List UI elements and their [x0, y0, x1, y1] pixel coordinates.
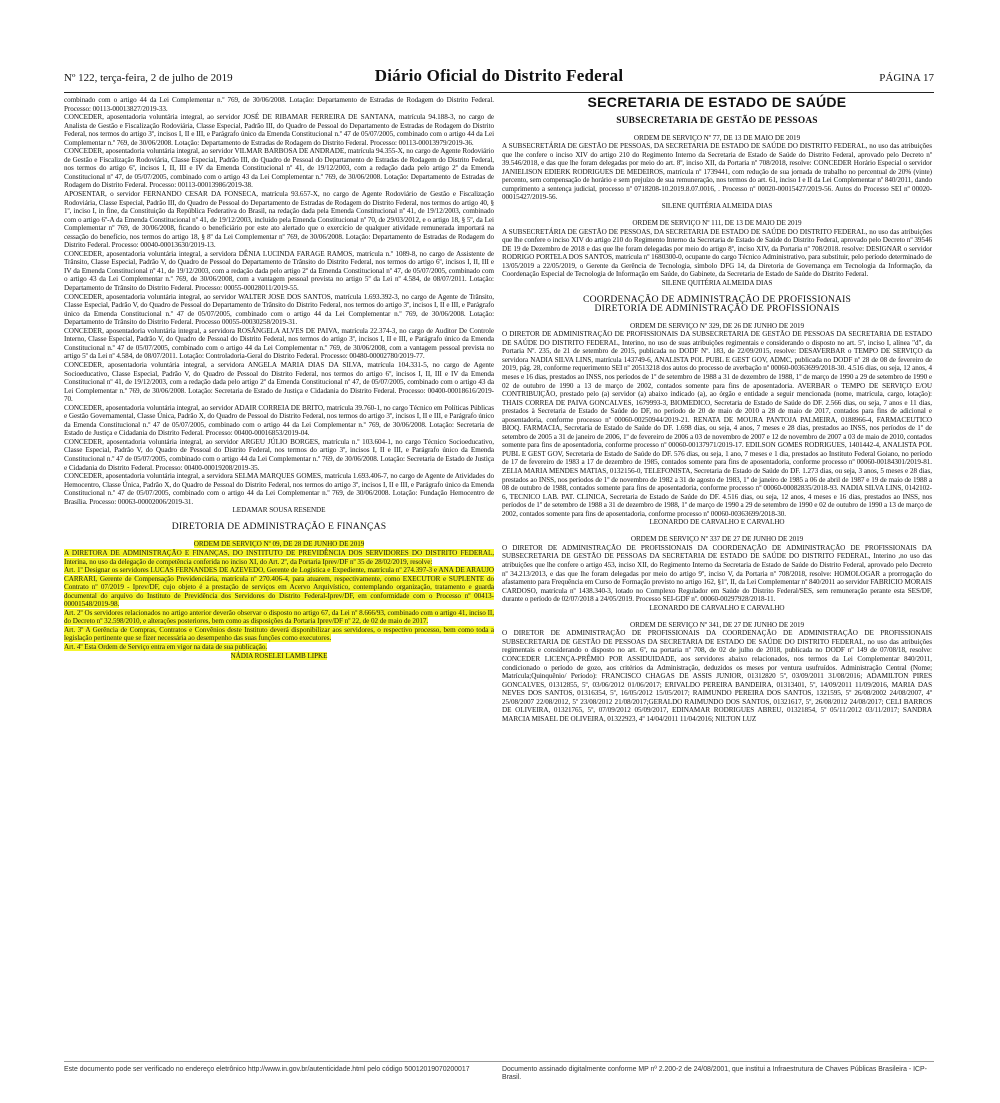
highlighted-text: Art. 2º Os servidores relacionados no artigo anterior deverão observar o disposto no artigo 67, da Lei nº 8.666/93, combinado com o artigo 41, inciso II, do Decreto nº 32.598/2010, e alterações posteriores, bem como as disposições da Portaria Iprev/DF nº 22, de 02 de maio de 2017.: [64, 608, 494, 626]
paragraph: [64, 566, 494, 609]
department-heading: DIRETORIA DE ADMINISTRAÇÃO E FINANÇAS: [171, 521, 387, 533]
signature: SILENE QUITÉRIA ALMEIDA DIAS: [661, 278, 773, 287]
department-heading: COORDENAÇÃO DE ADMINISTRAÇÃO DE PROFISSIONAIS: [582, 294, 852, 306]
signature: LEONARDO DE CARVALHO E CARVALHO: [649, 518, 785, 527]
paragraph: [64, 643, 494, 652]
signature: LEONARDO DE CARVALHO E CARVALHO: [649, 603, 785, 612]
paragraph: combinado com o artigo 44 da Lei Complementar n.º 769, de 30/06/2008. Lotação: Departamento de Estradas de Rodagem do Distrito Federal. Processo: 00113-00013827/2019-33.: [64, 96, 494, 113]
signature: [64, 652, 494, 661]
footer-signature-note: Documento assinado digitalmente conforme MP nº 2.200-2 de 24/08/2001, que institui a Infraestrutura de Chaves Públicas Brasileira - ICP-Brasil.: [502, 1066, 927, 1082]
paragraph: APOSENTAR, o servidor FERNANDO CESAR DA FONSECA, matrícula 93.657-X, no cargo de Agente Rodoviário de Gestão e Fiscalização Rodoviária, Classe Especial, Padrão III, do Quadro de Pessoal do Departamento de Estradas de Rodagem do Distrito Federal, nos termos do artigo 40, § 1º, inciso I, in fine, da Constituição da República Federativa do Brasil, na redação dada pela Emenda Constitucional nº 41, de 19/12/2003, combinado com o artigo 6º-A da Emenda Constitucional nº 41, de 19/12/2003, incluído pela Emenda Constitucional nº 70, de 29/03/2012, e o artigo 18, § 5º, da Lei Complementar nº 769, de 30/06/2008, ficando o beneficiário por este ato alertado que o exercício de qualquer atividade remunerada importará na cessação do benefício, nos termos do artigo 18, § 8º da Lei Complementar nº 769, de 30/06/2008. Lotação: Departamento de Estradas de Rodagem do Distrito Federal. Processo: 00040-00013630/2019-13.: [64, 190, 494, 250]
paragraph: [64, 626, 494, 643]
paragraph: A SUBSECRETÁRIA DE GESTÃO DE PESSOAS, DA SECRETARIA DE ESTADO DE SAÚDE DO DISTRITO FEDERAL, no uso das atribuições que lhe confere o inciso XIV do artigo 210 do Regimento Interno da Secretaria de Estado de Saúde do Distrito Federal, aprovado pelo Decreto nº 39546 DE 19 de Dezembro de 2018 e das que lhe foram delegadas por meio do artigo 8º, inciso XIV, da Portaria nº 708/2018. resolve: DESIGNAR o servidor RODRIGO PORTELA DOS SANTOS, matrícula nº 1680300-0, ocupante do cargo Técnico Administrativo, para substituir, pelo período determinado de 13/05/2019 a 22/05/2019, o Gerente da Gerência de Tecnologia, símbolo DFG 14, da Diretoria de Governança em Tecnologia da Informação, da Coordenação Especial de Tecnologia de Informação em Saúde, do Gabinete, da Secretaria de Estado de Saúde do Distrito Federal.: [502, 227, 932, 279]
paragraph: CONCEDER, aposentadoria voluntária integral, ao servidor ARGEU JÚLIO BORGES, matrícula n.º 103.604-1, no cargo Técnico Socioeducativo, Classe Especial, Padrão V, do Quadro de Pessoal do Distrito Federal, nos termos do artigo 3º, incisos I, II e III, e Parágrafo único da Emenda Constitucional n.º 47 de 05/07/2005, combinado com o artigo 44 da Lei Complementar n.º 769, de 30/06/2008. Lotação: Secretaria de Estado de Justiça e Cidadania do Distrito Federal. Processo: 00400-00019208/2019-35.: [64, 437, 494, 472]
highlighted-text: A DIRETORA DE ADMINISTRAÇÃO E FINANÇAS, DO INSTITUTO DE PREVIDÊNCIA DOS SERVIDORES DO DISTRITO FEDERAL, Interina, no uso da delegação de competência conferida no inciso XI, do Art. 2º, da Portaria Iprev/DF nº 35 de 28/02/2019, resolve:: [64, 548, 494, 566]
paragraph: [64, 609, 494, 626]
order-title: ORDEM DE SERVIÇO Nº 337 DE 27 DE JUNHO DE 2019: [630, 535, 804, 544]
paragraph: CONCEDER, aposentadoria voluntária integral, ao servidor VILMAR BARBOSA DE ANDRADE, matrícula 94.355-X, no cargo de Agente Rodoviário de Gestão e Fiscalização Rodoviária, Classe Especial, Padrão III, do Quadro de Pessoal do Departamento de Estradas de Rodagem do Distrito Federal, nos termos do artigo 6º, incisos I, II, III e IV da Emenda Constitucional nº 41, de 19/12/2003, com a redação dada pelo artigo 2º da Emenda Constitucional nº 47, de 05/07/2005, combinado com o artigo 43 da Lei Complementar n.º 769, de 30/06/2008. Lotação: Departamento de Estradas de Rodagem do Distrito Federal. Processo: 00113-00013986/2019-38.: [64, 147, 494, 190]
page-header: [64, 66, 934, 90]
paragraph: CONCEDER, aposentadoria voluntária integral, ao servidor WALTER JOSE DOS SANTOS, matrícula 1.693.392-3, no cargo de Agente de Trânsito, Classe Especial, Padrão V, do Quadro de Pessoal do Departamento de Trânsito do Distrito Federal, nos termos do artigo 3º, incisos I, II e III, e Parágrafo único da Emenda Constitucional n.º 47 de 05/07/2005, combinado com o artigo 44 da Lei Complementar n.º 769, de 30/06/2008. Lotação: Departamento de Trânsito do Distrito Federal. Processo 00055-00030258/2019-31.: [64, 292, 494, 327]
order-title: ORDEM DE SERVIÇO Nº 329, DE 26 DE JUNHO DE 2019: [629, 321, 805, 330]
left-column: [64, 96, 494, 660]
signature: SILENE QUITÉRIA ALMEIDA DIAS: [661, 202, 773, 211]
paragraph: O DIRETOR DE ADMINISTRAÇÃO DE PROFISSIONAIS DA SUBSECRETARIA DE GESTÃO DE PESSOAS DA SECRETARIA DE ESTADO DE SAÚDE DO DISTRITO FEDERAL, Interino, no uso de suas atribuições regimentais e considerando o disposto no art. 5º, inciso I, alínea "d", da Portaria Nº. 235, de 21 de setembro de 2015, publicada no DODF Nº. 183, de 22/09/2015, resolve: DESAVERBAR o TEMPO DE SERVIÇO da servidora NADIA SILVA LINS, matrícula 143749-6, ANALISTA POL PUBL E GEST GOV, ADMC, publicada no DODF nº 28 de 08 de fevereiro de 2019, pág. 28, conforme requerimento SEI nº 20513218 dos autos do processo de averbação nº 00060-00363699/2018-30. 4.516 dias, ou seja, 12 anos, 4 meses e 16 dias, prestados ao INSS, nos períodos de 1º de setembro de 1988 a 31 de dezembro de 1988, 1º de março de 1990 a 29 de setembro de 1990 e 02 de outubro de 1990 a 13 de março de 2002, contados somente para fins de aposentadoria. AVERBAR o TEMPO DE SERVIÇO E/OU CONTRIBUIÇÃO, prestado pelo (a) servidor (a) abaixo indicado (a), ao órgão e entidade a seguir mencionada (nome, matrícula, cargo, lotação): THAIS CORREA DE PAIVA GONCALVES, 1679993-3, BIOMEDICO, Secretaria de Estado de Saúde do DF. 2.566 dias, ou seja, 7 anos e 11 dias, prestados à Secretaria de Estado de Saúde do DF, no período de 20 de maio de 2010 a 28 de maio de 2017, contados para fins de adicional e aposentadoria, conforme processo nº 00060-00250944/2019-21. RENATA DE MOURA PANTOJA PALMEIRA, 0188966-4, FARMACEUTICO BIOQ. FARMACIA, Secretaria de Estado de Saúde do DF. 1.698 dias, ou seja, 4 anos, 7 meses e 28 dias, prestados ao INSS, nos períodos de 1º de setembro de 2005 a 31 de janeiro de 2006, 1º de fevereiro de 2006 a 03 de novembro de 2007 e 12 de novembro de 2007 a 03 de maio de 2010, contados somente para fins de aposentadoria, conforme processo nº 00060-00137971/2019-17. EDILSON GOMES RODRIGUES, 1401442-4, ANALISTA POL PUBL E GEST GOV, Secretaria de Estado de Saúde do DF. 576 dias, ou seja, 1 ano, 7 meses e 1 dia, prestados ao Instituto Federal Goiano, no período de 17 de fevereiro de 1983 a 17 de dezembro de 1985, contados somente para fins de aposentadoria, conforme processo nº 00060-00184301/2019-81. ZELIA MARIA MENDES MATIAS, 0132156-0, TELEFONISTA, Secretaria de Estado de Saúde do DF. 1.273 dias, ou seja, 3 anos, 5 meses e 28 dias, prestados ao INSS, nos períodos de 1º de novembro de 1982 a 31 de agosto de 1983, 1º de janeiro de 1985 a 06 de abril de 1987 e 19 de maio de 1988 a 08 de outubro de 1988, contados somente para fins de aposentadoria, conforme processo nº 00060-00082835/2018-93. NADIA SILVA LINS, 0142102-6, TECNICO LAB. PAT. CLINICA, Secretaria de Estado de Saúde do DF. 4.516 dias, ou seja, 12 anos, 4 meses e 16 dias, prestados ao INSS, nos períodos de 1º de setembro de 1988 a 31 de dezembro de 1988, 1º de março de 1990 a 29 de setembro de 1990 e 02 de outubro de 1990 a 13 de março de 2002, contados somente para fins de aposentadoria, conforme processo nº 00060-00363699/2018-30.: [502, 330, 932, 518]
highlighted-text: Art. 1º Designar os servidores LUCAS FERNANDES DE AZEVEDO, Gerente de Logística e Expediente, matrícula nº 274.397-3 e ANA DE ARAUJO CARRARI, Gerente de Compensação Previdenciária, matrícula nº 270.406-4, para atuarem, respectivamente, como EXECUTOR e SUPLENTE do Contrato nº 07/2019 - Iprev/DF, cujo objeto é a prestação de serviços em Acervo Arquivístico, contemplando organização, tratamento e guarda documental do arquivo do Instituto de Previdência dos Servidores do Distrito Federal-Iprev/DF, em conformidade com o Processo nº 00413-00001548/2019-98.: [64, 566, 494, 609]
paragraph: O DIRETOR DE ADMINISTRAÇÃO DE PROFISSIONAIS DA COORDENAÇÃO DE ADMINISTRAÇÃO DE PROFISSIONAIS SUBSECRETARIA DE GESTÃO DE PESSOAS DA SECRETARIA DE ESTADO DE SAÚDE DO DISTRITO FEDERAL, no uso das atribuições regimentais e considerando o disposto no art. 6º, na portaria nº 708, de 02 de julho de 2018, publicada no DODF nº 149 de 07/08/18, resolve: CONCEDER LICENÇA-PRÊMIO POR ASSIDUIDADE, aos servidores abaixo relacionados, nos termos da Lei Complementar 840/2011, condicionado o período de gozo, aos critérios da Administração, deduzidos os meses por ventura usufruídos. Administração Central (Nome; Matrícula;Quinquênio/ Período): FRANCISCO CHAGAS DE ASSIS JUNIOR, 01312820 5º, 03/09/2011 31/08/2016; ADAMILTON PIRES GONCALVES, 01312855, 5º, 03/06/2012 01/06/2017; ERIVALDO PEREIRA BANDEIRA, 01313401, 5º, 14/09/2011 11/09/2016, MARIA DAS NEVES DOS SANTOS, 01316354, 5º, 16/05/2012 15/05/2017; RAIMUNDO PEREIRA DOS SANTOS, 1321595, 5º 26/08/2002 24/08/2007, 4º 25/08/2007 22/08/2012, 5º 23/08/2012 21/08/2017;GERALDO RAIMUNDO DOS SANTOS, 01321617, 5º, 26/08/2012 24/08/2017; CELI BARROS DE OLIVEIRA, 01321765, 5º, 07/09/2012 05/09/2017, EDINAMAR RODRIGUES ABREU, 01321854, 5º 05/11/2012 03/11/2017; SANDRA MARCIA MISAEL DE OLIVEIRA, 01322923, 4º 14/04/2011 11/04/2016; NILTON LUZ: [502, 629, 932, 723]
highlighted-text: Art. 4º Esta Ordem de Serviço entra em vigor na data de sua publicação.: [64, 643, 268, 651]
issue-info: Nº 122, terça-feira, 2 de julho de 2019: [64, 72, 233, 84]
section-heading: SECRETARIA DE ESTADO DE SAÚDE: [587, 94, 847, 110]
footer-verification: Este documento pode ser verificado no endereço eletrônico http://www.in.gov.br/autenticidade.html pelo código 50012019070200017: [64, 1066, 470, 1073]
paragraph: CONCEDER, aposentadoria voluntária integral, a servidora DÊNIA LUCINDA FARAGE RAMOS, matrícula n.º 1089-8, no cargo de Assistente de Trânsito, Classe Especial, Padrão V, do Quadro de Pessoal do Departamento de Trânsito do Distrito Federal, nos termos do artigo 6º, incisos I, II, III e IV da Emenda Constitucional nº 41, de 19/12/2003, com a redação dada pelo artigo 2º da Emenda Constitucional nº 47, de 05/07/2005, combinado com o artigo 43 da Lei Complementar n.º 769, de 30/06/2008, com a vantagem pessoal prevista no artigo 5º da Lei nº 4.584, de 08/07/2011. Lotação: Departamento de Trânsito do Distrito Federal. Processo: 00055-00028011/2019-55.: [64, 249, 494, 293]
signature: LEDAMAR SOUSA RESENDE: [232, 506, 326, 515]
paragraph: O DIRETOR DE ADMINISTRAÇÃO DE PROFISSIONAIS DA COORDENAÇÃO DE ADMINISTRAÇÃO DE PROFISSIONAIS DA SUBSECRETARIA DE GESTÃO DE PESSOAS DA SECRETARIA DE ESTADO DE SAÚDE DO DISTRITO FEDERAL, Interino ,no uso das atribuições que lhe confere o artigo 453, inciso XII, do Regimento Interno da Secretaria de Estado de Saúde do Distrito Federal, aprovado pelo Decreto nº 34.213/2013, e das que lhe foram delegadas por meio do artigo 9º, inciso V, da Portaria nº 708/2018, resolve: HOMOLOGAR a prorrogação do afastamento para Frequência em Curso de Formação previsto no artigo 162, §1º, II, da Lei Complementar nº 840/2011 ao servidor FABRICIO MORAIS CARDOSO, matrícula nº 1438.340-3, lotado no Complexo Regulador em Saúde do Distrito Federal/SES, sem remuneração perante esta SES/DF, durante o período de 02/07/2018 a 24/05/2019. Processo SEI-GDF nº. 00060-00297928/2018-11.: [502, 543, 932, 604]
subsection-heading: SUBSECRETARIA DE GESTÃO DE PESSOAS: [616, 115, 818, 126]
paragraph: [64, 549, 494, 566]
department-heading: DIRETORIA DE ADMINISTRAÇÃO DE PROFISSIONAIS: [594, 302, 840, 314]
paragraph: A SUBSECRETÁRIA DE GESTÃO DE PESSOAS, DA SECRETARIA DE ESTADO DE SAÚDE DO DISTRITO FEDERAL, no uso das atribuições que lhe confere o inciso XIV do artigo 210 do Regimento Interno da Secretaria de Estado de Saúde do Distrito Federal, aprovado pelo Decreto nº 39.546/2018, e das que lhe foram delegadas por meio do art. 8º, inciso XII, da Portaria nº 708/2018, resolve: CONCEDER Horário Especial o servidor JANIELISON EDIERK RODRIGUES DE MEDEIROS, matrícula nº 1739441, com redução de sua jornada de trabalho no percentual de 20% (vinte) percento, sem compensação de horário e sem prejuízo de sua remuneração, nos termos do art. 61, inciso I e II da Lei Complementar nº 840/2011, dando cumprimento a sentença judicial, processo nº 0718208-10.2019.8.07.0016, . Processo nº 00020-00015427/2019-56. Autos do Processo SEI nº 00020-00015427/2019-56.: [502, 142, 932, 202]
order-title: ORDEM DE SERVIÇO Nº 111, DE 13 DE MAIO DE 2019: [632, 219, 802, 228]
paragraph: CONCEDER, aposentadoria voluntária integral, a servidora SELMA MARQUES GOMES, matrícula 1.693.406-7, no cargo de Agente de Atividades do Hemocentro, Classe Única, Padrão X, do Quadro de Pessoal do Distrito Federal, nos termos do artigo 3º, incisos I, II e III, e Parágrafo único da Emenda Constitucional n.º 47 de 05/07/2005, combinado com o artigo 44 da Lei Complementar n.º 769, de 30/06/2008. Lotação: Fundação Hemocentro de Brasília. Processo: 00063-00002006/2019-31.: [64, 472, 494, 506]
page-number: PÁGINA 17: [879, 72, 934, 84]
highlighted-text: NÁDIA ROSELEI LAMB LIPKE: [230, 651, 328, 660]
paragraph: CONCEDER, aposentadoria voluntária integral, a servidora ROSÂNGELA ALVES DE PAIVA, matrícula 22.374-3, no cargo de Auditor De Controle Interno, Classe Especial, Padrão V, do Quadro de Pessoal do Distrito Federal, nos termos do artigo 3º, incisos I, II e III, e Parágrafo único da Emenda Constitucional n.º 47 de 05/07/2005, combinado com o artigo 44 da Lei Complementar n.º 769, de 30/06/2008, com a vantagem pessoal prevista no artigo 5º da Lei nº 4.584, de 08/07/2011. Lotação: Controladoria-Geral do Distrito Federal. Processo: 00480-00002780/2019-77.: [64, 326, 494, 361]
newspaper-title: Diário Oficial do Distrito Federal: [374, 66, 624, 85]
paragraph: CONCEDER, aposentadoria voluntária integral, ao servidor ADAIR CORREIA DE BRITO, matrícula 39.760-1, no cargo Técnico em Políticas Públicas e Gestão Governamental, Classe Única, Padrão X, do Quadro de Pessoal do Distrito Federal, nos termos do artigo 3º, incisos I, II e III, e Parágrafo único da Emenda Constitucional n.º 47 de 05/07/2005, combinado com o artigo 44 da Lei Complementar n.º 769, de 30/06/2008. Lotação: Secretaria de Estado de Justiça e Cidadania do Distrito Federal. Processo: 00400-00016853/2019-04.: [64, 403, 494, 438]
paragraph: CONCEDER, aposentadoria voluntária integral, a servidora ANGELA MARIA DIAS DA SILVA, matrícula 104.331-5, no cargo de Agente Socioeducativo, Classe Especial, Padrão V, do Quadro de Pessoal do Distrito Federal, nos termos do artigo 6º, incisos I, II, III e IV da Emenda Constitucional nº 41, de 19/12/2003, com a redação dada pelo artigo 2º da Emenda Constitucional nº 47, de 05/07/2005, combinado com o artigo 43 da Lei Complementar n.º 769, de 30/06/2008. Lotação: Secretaria de Estado de Justiça e Cidadania do Distrito Federal. Processo: 00400-00018616/2019-70.: [64, 360, 494, 404]
highlighted-text: Art. 3º A Gerência de Compras, Contratos e Convênios deste Instituto deverá disponibilizar aos servidores, o respectivo processo, bem como toda a legislação pertinente que se fizer necessária ao desempenho das suas funções como executores.: [64, 625, 494, 643]
order-title: ORDEM DE SERVIÇO Nº 341, DE 27 DE JUNHO DE 2019: [629, 620, 805, 629]
header-rule: [64, 92, 934, 93]
order-title: ORDEM DE SERVIÇO Nº 77, DE 13 DE MAIO DE 2019: [633, 133, 801, 142]
order-title: [64, 540, 494, 549]
right-column: [502, 96, 932, 723]
footer-rule: [64, 1061, 934, 1062]
highlighted-text: ORDEM DE SERVIÇO Nº 09, DE 28 DE JUNHO DE 2019: [193, 540, 365, 549]
paragraph: CONCEDER, aposentadoria voluntária integral, ao servidor JOSÉ DE RIBAMAR FERREIRA DE SANTANA, matrícula 94.188-3, no cargo de Analista de Gestão e Fiscalização Rodoviária, Classe Especial, Padrão III, do Quadro de Pessoal do Departamento de Estradas de Rodagem do Distrito Federal, nos termos do artigo 3º, incisos I, II e III, e Parágrafo único da Emenda Constitucional n.º 47 de 05/07/2005, combinado com o artigo 44 da Lei Complementar n.º 769, de 30/06/2008. Lotação: Departamento de Estradas de Rodagem do Distrito Federal. Processo: 00113-00013979/2019-36.: [64, 113, 494, 147]
